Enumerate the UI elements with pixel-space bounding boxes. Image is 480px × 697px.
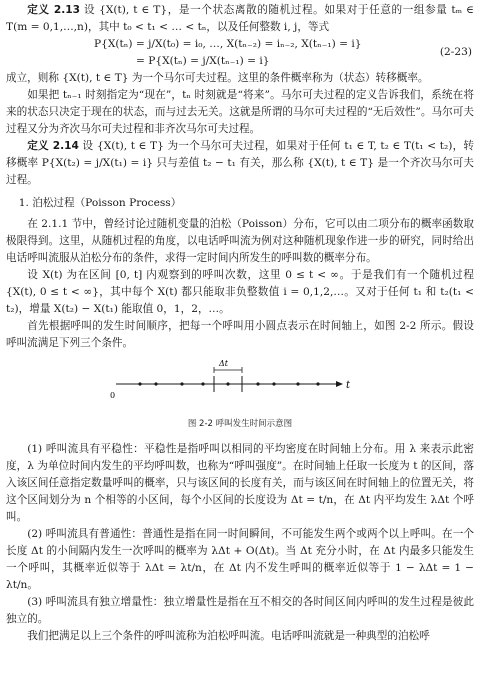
definition-conclusion: 成立，则称 {X(t), t ∈ T} 为一个马尔可夫过程。这里的条件概率称为（状态）转移概率。 (6, 72, 429, 84)
equation-line-1: P{X(tₙ) = j/X(t₀) = i₀, …, X(tₙ₋₂) = iₙ₋₂, X(tₙ₋₁) = i} (94, 38, 362, 50)
call-point (138, 382, 141, 385)
call-point (201, 382, 204, 385)
markov-explanation: 如果把 tₙ₋₁ 时刻指定为“现在”，tₙ 时刻就是“将来”。马尔可夫过程的定义告诉我们，系统在将来的状态只决定于现在的状态，而与过去无关。这就是所谓的马尔可夫过程的“无后效性”。马尔可夫过程又分为齐次马尔可夫过程和非齐次马尔可夫过程。 (6, 89, 474, 135)
poisson-conclusion: 我们把满足以上三个条件的呼叫流称为泊松呼叫流。电话呼叫流就是一种典型的泊松呼 (27, 630, 430, 642)
section-title: 1. 泊松过程（Poisson Process） (18, 197, 182, 209)
time-axis-label: t (346, 380, 351, 391)
call-point (296, 382, 299, 385)
poisson-setup: 设 X(t) 为在区间 [0, t] 内观察到的呼叫次数，这里 0 ≤ t < ∞。于是我们有一个随机过程 {X(t), 0 ≤ t < ∞}，其中每个 X(t) 都只能取非负整数值 i = 0,1,2,…。又对于任何 t₁ 和 t₂(t₁ < t₂)，增量 X(t₂) − X(t₁) 能取值 0，1，2，…。 (6, 269, 474, 315)
poisson-intro: 在 2.1.1 节中，曾经讨论过随机变量的泊松（Poisson）分布，它可以由二项分布的概率函数取极限得到。这里，从随机过程的角度，以电话呼叫流为例对这种随机现象作进一步的研究，同时给出电话呼叫流服从泊松分布的条件，求得一定时间内所发生的呼叫数的概率分布。 (6, 218, 474, 264)
definition-2-14-text: 设 {X(t), t ∈ T} 为一个马尔可夫过程，如果对于任何 t₁ ∈ T, t₂ ∈ T(t₁ < t₂)，转移概率 P{X(t₂) = j/X(t₁) = i} 只与差值 t₂ − t₁ 有关，那么称 {X(t), t ∈ T} 是一个齐次马尔可夫过程。 (6, 140, 475, 186)
time-axis-arrow (336, 381, 343, 387)
definition-2-13-text: 设 {X(t), t ∈ T}，是一个状态离散的随机过程。如果对于任意的一组参量 tₘ ∈ T(m = 0,1,…,n)，其中 t₀ < t₁ < … < tₙ，以及任何整数 i, j，等式 (6, 4, 474, 33)
definition-2-13 (6, 2, 474, 36)
definition-2-14 (6, 138, 474, 189)
equation-line-2: = P{X(tₙ) = j/X(tₙ₋₁) = i} (136, 55, 270, 67)
definition-2-14-label: 定义 2.14 (27, 140, 79, 152)
call-point (272, 382, 275, 385)
equation-number: (2-23) (439, 46, 472, 58)
document-page (6, 2, 474, 645)
figure-caption: 图 2-2 呼叫发生时间示意图 (187, 419, 293, 429)
figure-2-2 (6, 352, 474, 418)
call-point (256, 382, 259, 385)
definition-2-13-label: 定义 2.13 (27, 4, 80, 16)
call-point (154, 382, 157, 385)
condition-3: (3) 呼叫流具有独立增量性：独立增量性是指在互不相交的各时间区间内呼叫的发生过程是彼此独立的。 (6, 596, 474, 625)
poisson-first: 首先根据呼叫的发生时间顺序，把每一个呼叫用小圆点表示在时间轴上，如图 2-2 所示。假设呼叫流满足下列三个条件。 (6, 320, 474, 349)
condition-1: (1) 呼叫流具有平稳性：平稳性是指呼叫以相同的平均密度在时间轴上分布。用 λ 来表示此密度，λ 为单位时间内发生的平均呼叫数，也称为“呼叫强度”。在时间轴上任取一长度为 t 的区间，落入该区间任意指定数量呼叫的概率，只与该区间的长度有关，而与该区间在时间轴上的位置无关，将这个区间划分为 n 个相等的小区间，每个小区间的长度设为 Δt = t/n，在 Δt 内平均发生 λΔt 个呼叫。 (6, 443, 474, 523)
time-axis-diagram (6, 352, 474, 412)
origin-label: 0 (110, 391, 116, 400)
call-point (180, 382, 183, 385)
delta-label: Δt (219, 359, 228, 368)
condition-2: (2) 呼叫流具有普通性：普通性是指在同一时间瞬间，不可能发生两个或两个以上呼叫。在一个长度 Δt 的小间隔内发生一次呼叫的概率为 λΔt + O(Δt)。当 Δt 充分小时，在 Δt 内最多只能发生一个呼叫，其概率近似等于 λΔt = λt/n，在 Δt 内不发生呼叫的概率近似等于 1 − λΔt = 1 − λt/n。 (6, 528, 474, 591)
equation-2-23 (6, 36, 474, 70)
call-point (316, 382, 319, 385)
call-point (226, 382, 229, 385)
